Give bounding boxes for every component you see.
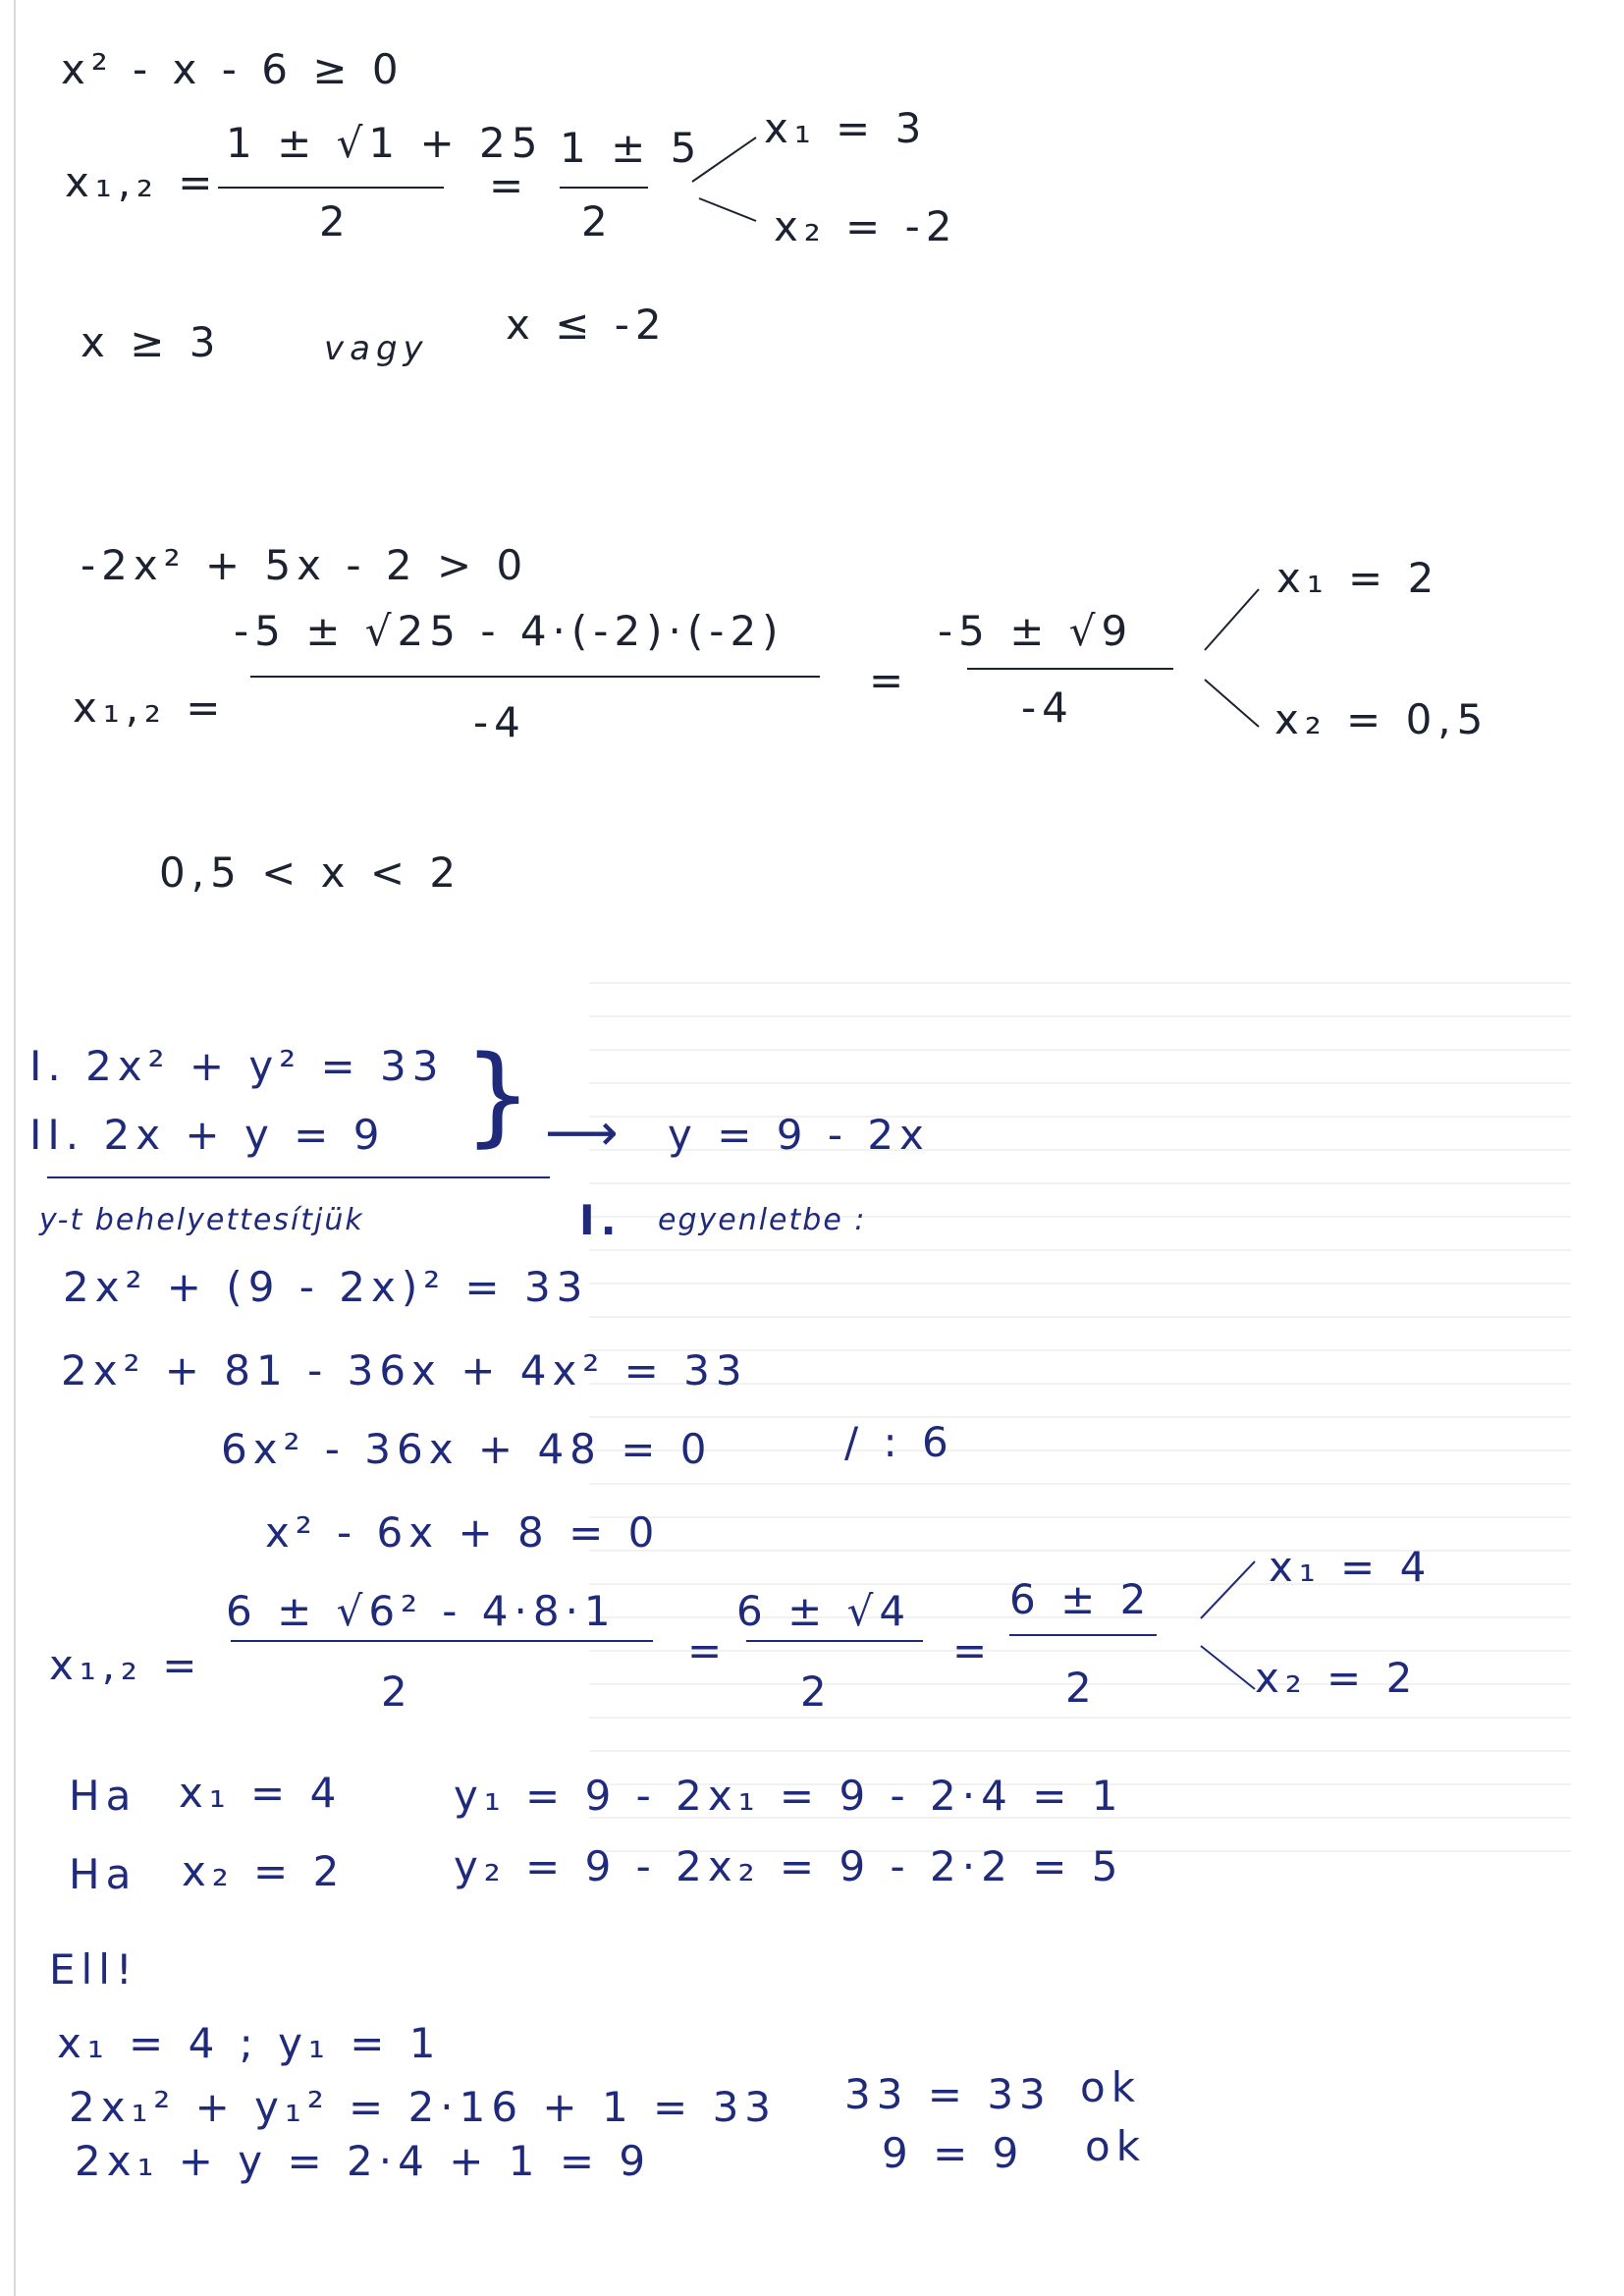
case-1-word: Ha <box>69 1772 137 1820</box>
case-2-word: Ha <box>69 1850 137 1898</box>
solution-1-right: x ≤ -2 <box>506 301 668 349</box>
inequality-2: -2x² + 5x - 2 > 0 <box>81 541 529 589</box>
equals-2: = <box>869 656 910 704</box>
denominator-3a: 2 <box>381 1667 413 1716</box>
numerator-1a: 1 ± √1 + 25 <box>226 119 544 167</box>
denominator-3c: 2 <box>1065 1664 1098 1712</box>
system-equation-1: I. 2x² + y² = 33 <box>29 1042 445 1090</box>
numerator-3b: 6 ± √4 <box>736 1587 912 1635</box>
fraction-bar-1b <box>560 187 648 189</box>
check-2-result: 9 = 9 <box>882 2129 1025 2177</box>
denominator-2a: -4 <box>473 698 526 746</box>
solution-2: 0,5 < x < 2 <box>159 848 462 897</box>
case-1-x: x₁ = 4 <box>179 1769 343 1817</box>
check-1-result: 33 = 33 <box>844 2070 1052 2118</box>
check-title: Ell! <box>49 1945 138 1994</box>
implication-arrow: ⟶ <box>545 1104 624 1163</box>
denominator-3b: 2 <box>800 1667 833 1716</box>
fraction-bar-3b <box>746 1640 923 1642</box>
equals-3b: = <box>952 1626 994 1674</box>
system-brace: } <box>463 1032 532 1158</box>
step-1: 2x² + (9 - 2x)² = 33 <box>63 1263 589 1311</box>
branch-lines-2 <box>1200 589 1278 737</box>
equals-1: = <box>489 161 530 209</box>
case-2-x: x₂ = 2 <box>182 1847 346 1895</box>
numerator-2a: -5 ± √25 - 4·(-2)·(-2) <box>234 607 785 655</box>
numerator-3a: 6 ± √6² - 4·8·1 <box>226 1587 617 1635</box>
fraction-bar-3c <box>1009 1634 1157 1636</box>
numerator-3c: 6 ± 2 <box>1009 1575 1153 1623</box>
root-1b: x₂ = -2 <box>774 202 958 250</box>
equals-3a: = <box>687 1626 729 1674</box>
substitution-note: y-t behelyettesítjük <box>39 1203 364 1237</box>
fraction-bar-3a <box>231 1640 653 1642</box>
into-equation-note: egyenletbe : <box>658 1203 867 1237</box>
root-1a: x₁ = 3 <box>764 104 928 152</box>
roman-one: I. <box>579 1196 623 1244</box>
root-2b: x₂ = 0,5 <box>1274 695 1489 743</box>
root-2a: x₁ = 2 <box>1276 554 1440 602</box>
numerator-2b: -5 ± √9 <box>938 607 1134 655</box>
check-2-ok: ok <box>1085 2122 1147 2170</box>
case-2-y: y₂ = 9 - 2x₂ = 9 - 2·2 = 5 <box>454 1842 1124 1890</box>
quadratic-formula-lhs-2: x₁,₂ = <box>73 683 227 732</box>
denominator-2b: -4 <box>1021 683 1074 732</box>
step-2: 2x² + 81 - 36x + 4x² = 33 <box>61 1346 748 1394</box>
numerator-1b: 1 ± 5 <box>560 124 703 172</box>
denominator-1a: 2 <box>319 197 352 246</box>
system-equation-2: II. 2x + y = 9 <box>29 1111 386 1159</box>
case-1-y: y₁ = 9 - 2x₁ = 9 - 2·4 = 1 <box>454 1772 1124 1820</box>
step-4: x² - 6x + 8 = 0 <box>265 1508 661 1557</box>
inequality-1: x² - x - 6 ≥ 0 <box>61 45 405 93</box>
root-3a: x₁ = 4 <box>1269 1543 1433 1591</box>
check-1-ok: ok <box>1080 2063 1142 2111</box>
fraction-bar-1a <box>218 187 444 189</box>
branch-lines-1 <box>687 137 766 226</box>
quadratic-formula-lhs-3: x₁,₂ = <box>49 1641 203 1689</box>
scan-edge <box>14 0 16 2296</box>
fraction-bar-2b <box>967 668 1173 670</box>
check-values: x₁ = 4 ; y₁ = 1 <box>57 2019 442 2067</box>
divide-note: / : 6 <box>844 1418 954 1466</box>
root-3b: x₂ = 2 <box>1255 1654 1419 1702</box>
fraction-bar-2a <box>250 676 820 678</box>
check-1: 2x₁² + y₁² = 2·16 + 1 = 33 <box>69 2083 778 2131</box>
quadratic-formula-lhs-1: x₁,₂ = <box>65 158 219 206</box>
y-expression: y = 9 - 2x <box>668 1111 930 1159</box>
system-underline <box>47 1176 550 1178</box>
denominator-1b: 2 <box>581 197 614 246</box>
check-2: 2x₁ + y = 2·4 + 1 = 9 <box>75 2137 652 2185</box>
or-word: vagy <box>324 329 429 368</box>
solution-1-left: x ≥ 3 <box>81 318 222 366</box>
step-3: 6x² - 36x + 48 = 0 <box>221 1425 713 1473</box>
